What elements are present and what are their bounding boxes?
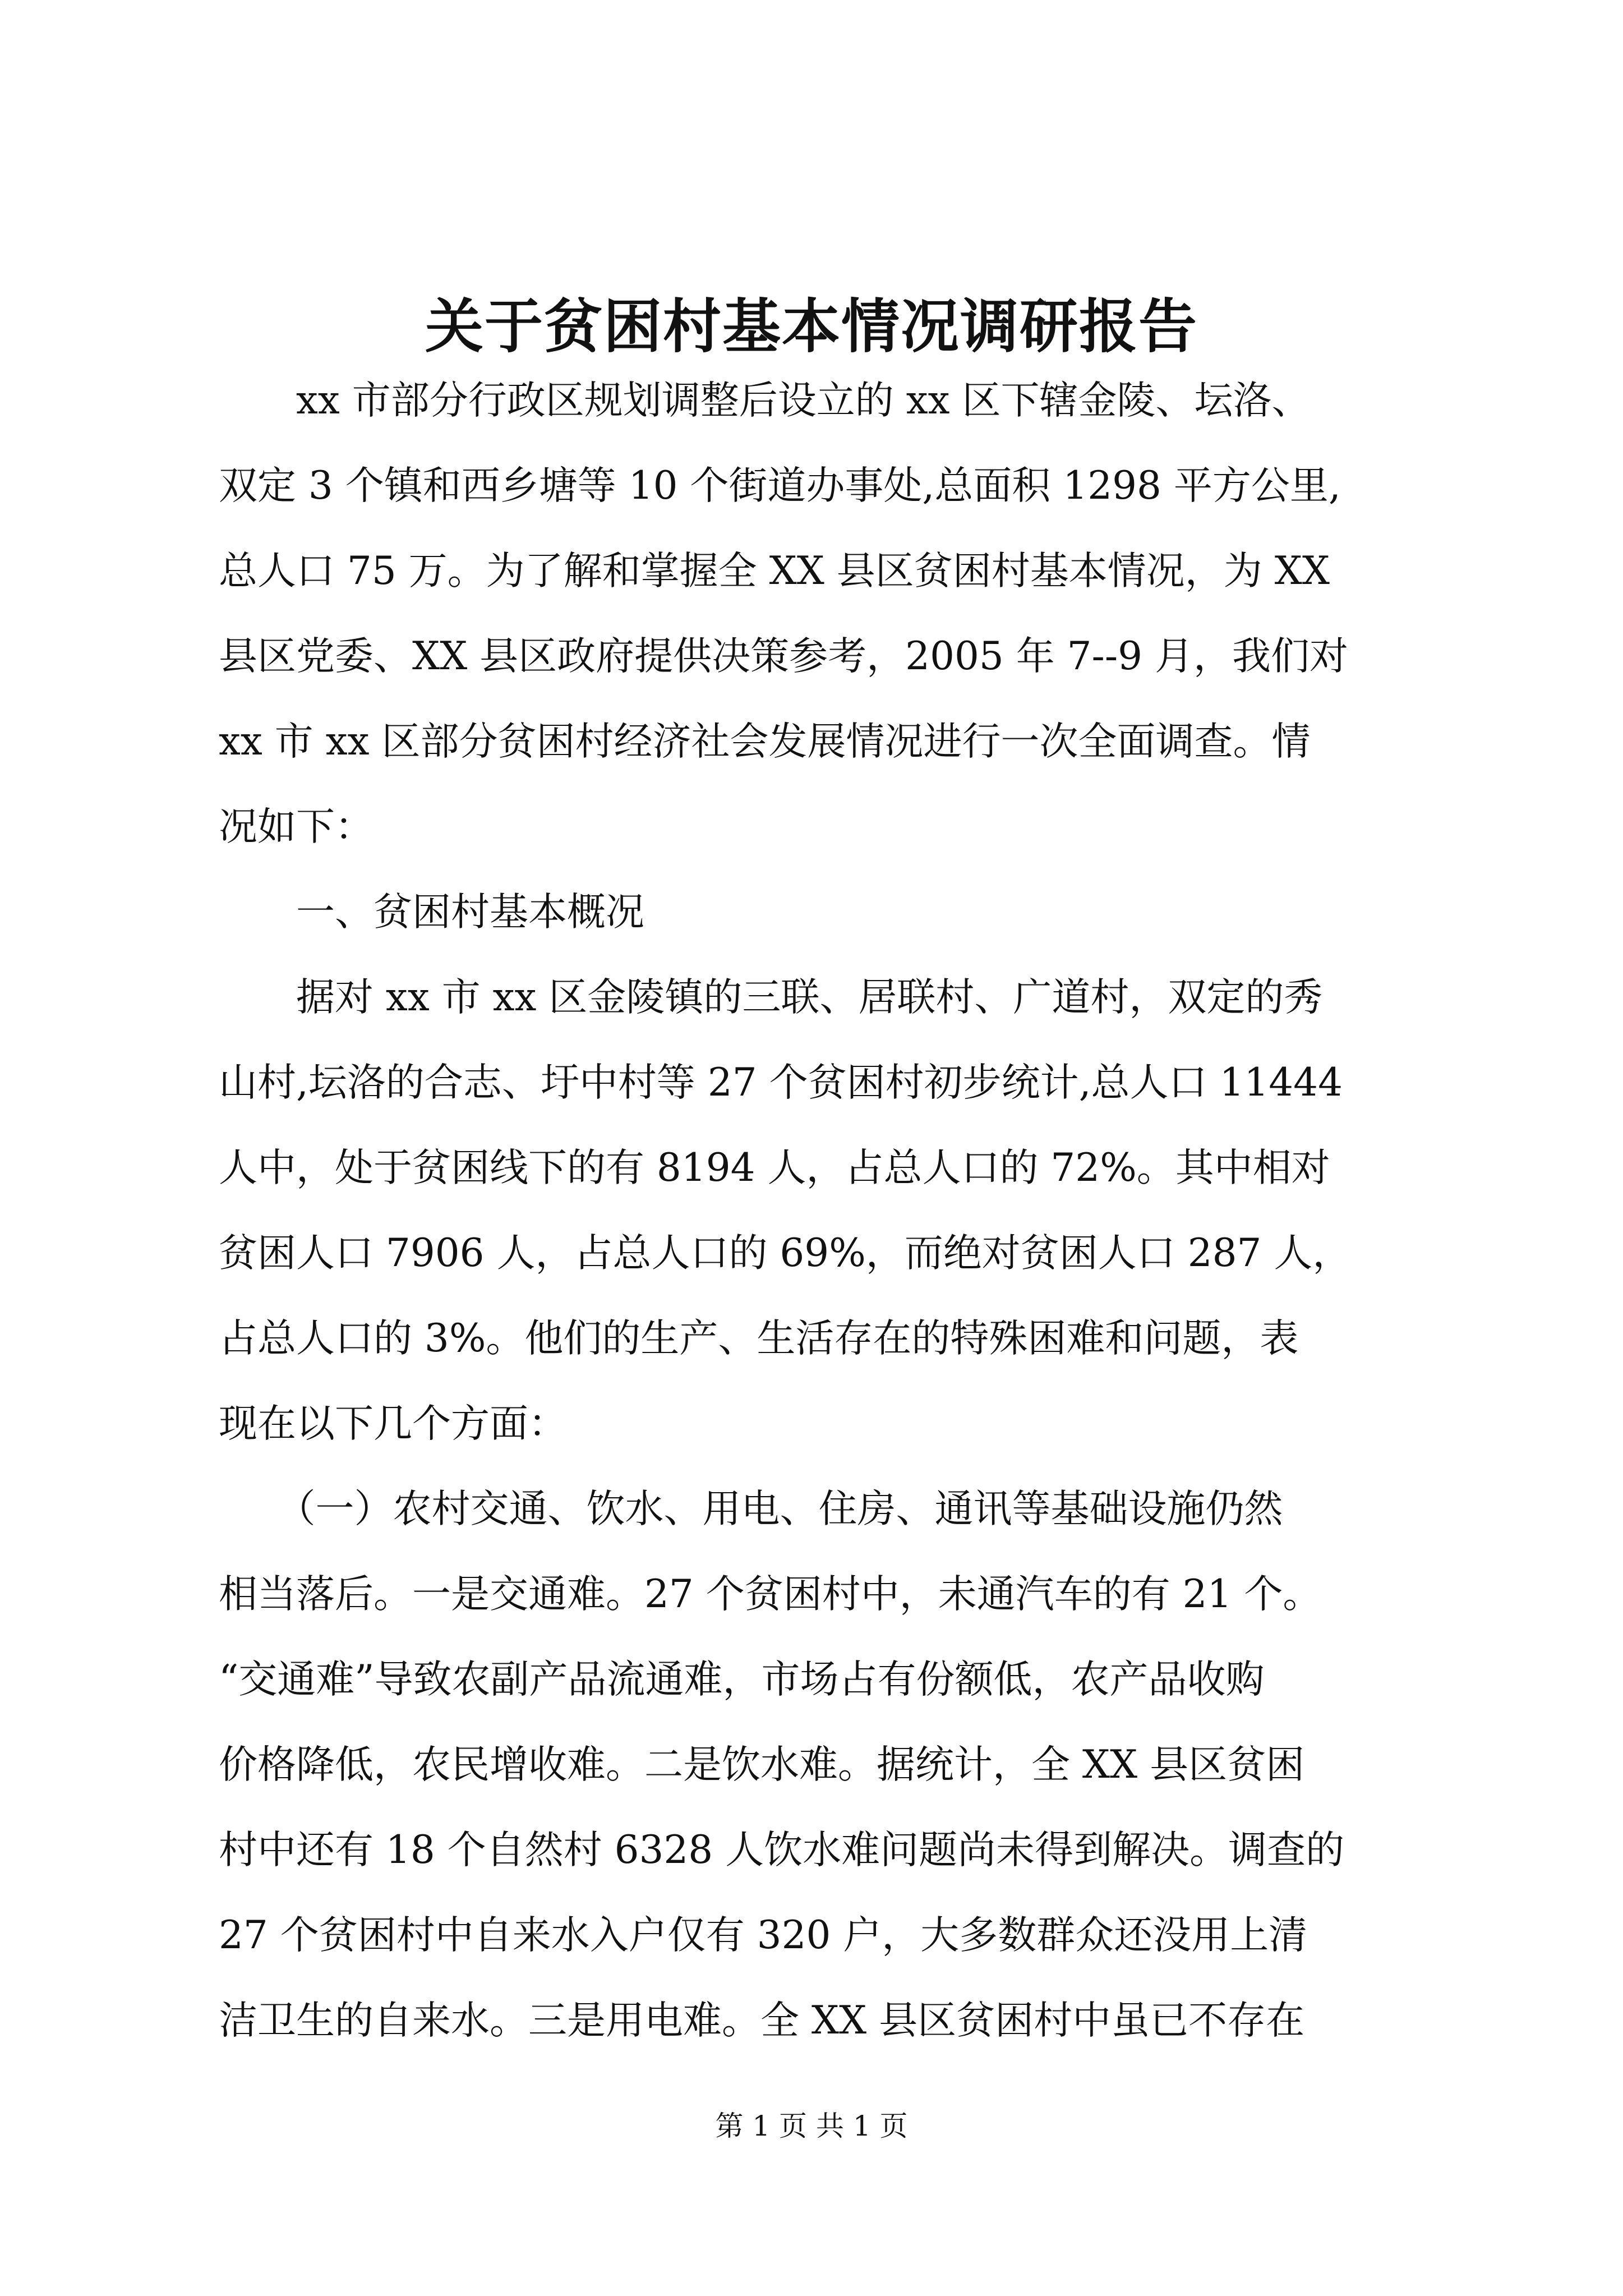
body-line: xx 市 xx 区部分贫困村经济社会发展情况进行一次全面调查。情 — [219, 719, 1311, 764]
document-title: 关于贫困村基本情况调研报告 — [425, 292, 1198, 361]
body-line: 山村,坛洛的合志、圩中村等 27 个贫困村初步统计,总人口 11444 — [219, 1060, 1343, 1105]
body-line: 27 个贫困村中自来水入户仅有 320 户，大多数群众还没用上清 — [219, 1913, 1308, 1958]
body-line: 况如下： — [219, 804, 374, 849]
body-line: 价格降低，农民增收难。二是饮水难。据统计，全 XX 县区贫困 — [219, 1742, 1305, 1787]
subsection-heading-line: （一）农村交通、饮水、用电、住房、通讯等基础设施仍然 — [219, 1487, 1283, 1531]
body-line: 村中还有 18 个自然村 6328 人饮水难问题尚未得到解决。调查的 — [219, 1828, 1345, 1872]
body-line: 占总人口的 3%。他们的生产、生活存在的特殊困难和问题，表 — [219, 1316, 1299, 1361]
body-line: 县区党委、XX 县区政府提供决策参考，2005 年 7--9 月，我们对 — [219, 634, 1349, 679]
body-line: xx 市部分行政区规划调整后设立的 xx 区下辖金陵、坛洛、 — [219, 378, 1311, 423]
body-line: 洁卫生的自来水。三是用电难。全 XX 县区贫困村中虽已不存在 — [219, 1998, 1305, 2043]
body-line: 总人口 75 万。为了解和掌握全 XX 县区贫困村基本情况，为 XX — [219, 549, 1330, 593]
body-line: 据对 xx 市 xx 区金陵镇的三联、居联村、广道村，双定的秀 — [219, 975, 1323, 1020]
body-line: 现在以下几个方面： — [219, 1401, 567, 1446]
body-line: 相当落后。一是交通难。27 个贫困村中，未通汽车的有 21 个。 — [219, 1572, 1322, 1617]
body-line: 人中，处于贫困线下的有 8194 人，占总人口的 72%。其中相对 — [219, 1145, 1330, 1190]
body-line: “交通难”导致农副产品流通难，市场占有份额低，农产品收购 — [219, 1657, 1265, 1702]
body-line: 双定 3 个镇和西乡塘等 10 个街道办事处,总面积 1298 平方公里, — [219, 463, 1341, 508]
section-heading: 一、贫困村基本概况 — [219, 890, 644, 935]
page-number-label: 第 1 页 共 1 页 — [715, 2110, 908, 2142]
document-body — [219, 358, 1424, 2063]
body-line: 贫困人口 7906 人，占总人口的 69%，而绝对贫困人口 287 人， — [219, 1231, 1352, 1276]
page-footer — [0, 2106, 1623, 2146]
